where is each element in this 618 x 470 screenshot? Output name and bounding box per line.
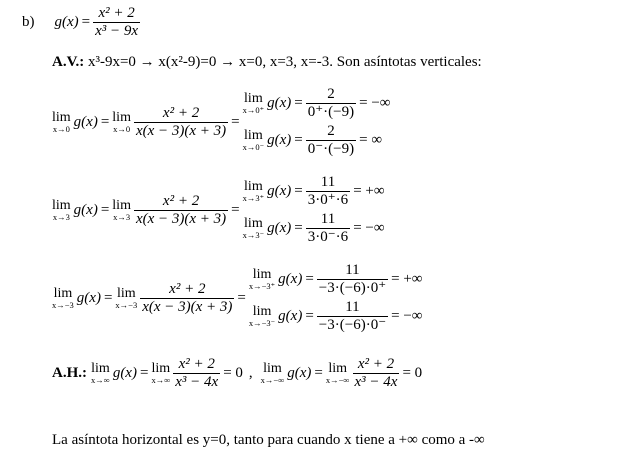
av-text: x³-9x=0 → x(x²-9)=0 → x=0, x=3, x=-3. Son asíntotas verticales: xyxy=(84,54,482,70)
equals-sign: = xyxy=(103,289,113,306)
horizontal-asymptote-line: A.H.: lim x→∞ g(x) = lim x→∞ $\frac{\text{x² + 2}}{\text{x³ − 4x}}$ = 0 , lim x→−∞ g(x) = lim x→−∞ $\frac{\text{x² + 2}}{\text{x³ − 4x}}$ = 0 xyxy=(52,356,423,390)
right-limit: lim x→3⁺ g(x) = $\frac{11}{3\cdot 0^+\cdot 6}$ = +∞ xyxy=(242,174,385,208)
equals-sign: = xyxy=(231,113,240,130)
separator-comma: , xyxy=(248,365,253,381)
limit-result: = −∞ xyxy=(353,220,385,236)
limit-operator: lim x→0 xyxy=(52,109,71,134)
limit-expression-fraction: $\frac{\text{x² + 2}}{\text{x³ − 4x}}$ xyxy=(175,356,219,390)
equals-sign: = xyxy=(100,201,110,218)
right-limit: lim x→−3⁺ g(x) = $\frac{11}{-3\cdot(-6)\cdot 0^+}$ = +∞ xyxy=(248,262,423,296)
fraction-numerator: x² + 2 xyxy=(162,104,200,121)
fraction-denominator: x³ − 9x xyxy=(95,23,139,39)
limit-operator: lim x→∞ xyxy=(91,361,110,385)
limit-block-xm3 xyxy=(52,262,423,334)
limit-expression-fraction: $\frac{\text{x² + 2}}{x(x - 3)(x + 3)}$ xyxy=(135,192,227,227)
function-name: g(x) xyxy=(54,14,79,30)
limit-operator: lim x→3 xyxy=(52,197,71,222)
left-limit: lim x→−3⁻ g(x) = $\frac{11}{-3\cdot(-6)\cdot 0^-}$ = −∞ xyxy=(248,299,423,333)
limit-result: = −∞ xyxy=(359,95,391,111)
conclusion-text: La asíntota horizontal es y=0, tanto para cuando x tiene a +∞ como a -∞ xyxy=(52,432,485,448)
limit-result: = 0 xyxy=(402,365,423,381)
equals-sign: = xyxy=(231,201,240,218)
limit-operator: lim x→−3 xyxy=(115,285,138,310)
one-sided-limits xyxy=(243,86,391,158)
limit-result: = −∞ xyxy=(391,308,423,324)
limit-function: g(x) xyxy=(73,113,98,130)
limit-result: = ∞ xyxy=(359,132,383,148)
equals-sign: = xyxy=(237,289,246,306)
limit-expression-fraction xyxy=(134,105,228,140)
equals-sign: = xyxy=(100,113,110,130)
limit-expression-fraction: $\frac{\text{x² + 2}}{x(x - 3)(x + 3)}$ xyxy=(142,280,233,315)
limit-function: g(x) xyxy=(73,201,98,218)
limit-result: = +∞ xyxy=(391,271,423,287)
left-limit: lim x→3⁻ g(x) = $\frac{11}{3\cdot 0^-\cdot 6}$ = −∞ xyxy=(242,211,385,245)
limit-function: g(x) xyxy=(76,289,101,306)
limit-operator: lim x→−3 xyxy=(52,285,74,310)
limit-operator: lim x→3 xyxy=(112,197,131,222)
function-fraction xyxy=(93,5,140,40)
limit-result: = +∞ xyxy=(353,183,385,199)
right-limit: lim x→0⁺ g(x) = $\frac{2}{0^+\cdot(-9)}$ = −∞ xyxy=(242,86,391,120)
one-sided-limits xyxy=(249,262,423,334)
fraction-denominator: x(x − 3)(x + 3) xyxy=(135,122,227,139)
limit-block-x0 xyxy=(52,86,391,158)
equals-sign: = xyxy=(81,14,91,30)
av-label: A.V.: xyxy=(52,54,85,70)
limit-function: g(x) xyxy=(112,365,137,381)
limit-operator: lim x→0 xyxy=(112,109,131,134)
ah-label: A.H.: xyxy=(52,365,87,381)
fraction-numerator: x² + 2 xyxy=(98,5,135,21)
part-label: b) xyxy=(22,14,35,30)
function-definition xyxy=(22,5,140,40)
one-sided-limits xyxy=(243,174,385,246)
vertical-asymptotes-intro xyxy=(52,54,482,71)
limit-result: = 0 xyxy=(223,365,243,381)
limit-block-x3 xyxy=(52,174,385,246)
left-limit: lim x→0⁻ g(x) = $\frac{2}{0^-\cdot(-9)}$ = ∞ xyxy=(242,123,383,157)
